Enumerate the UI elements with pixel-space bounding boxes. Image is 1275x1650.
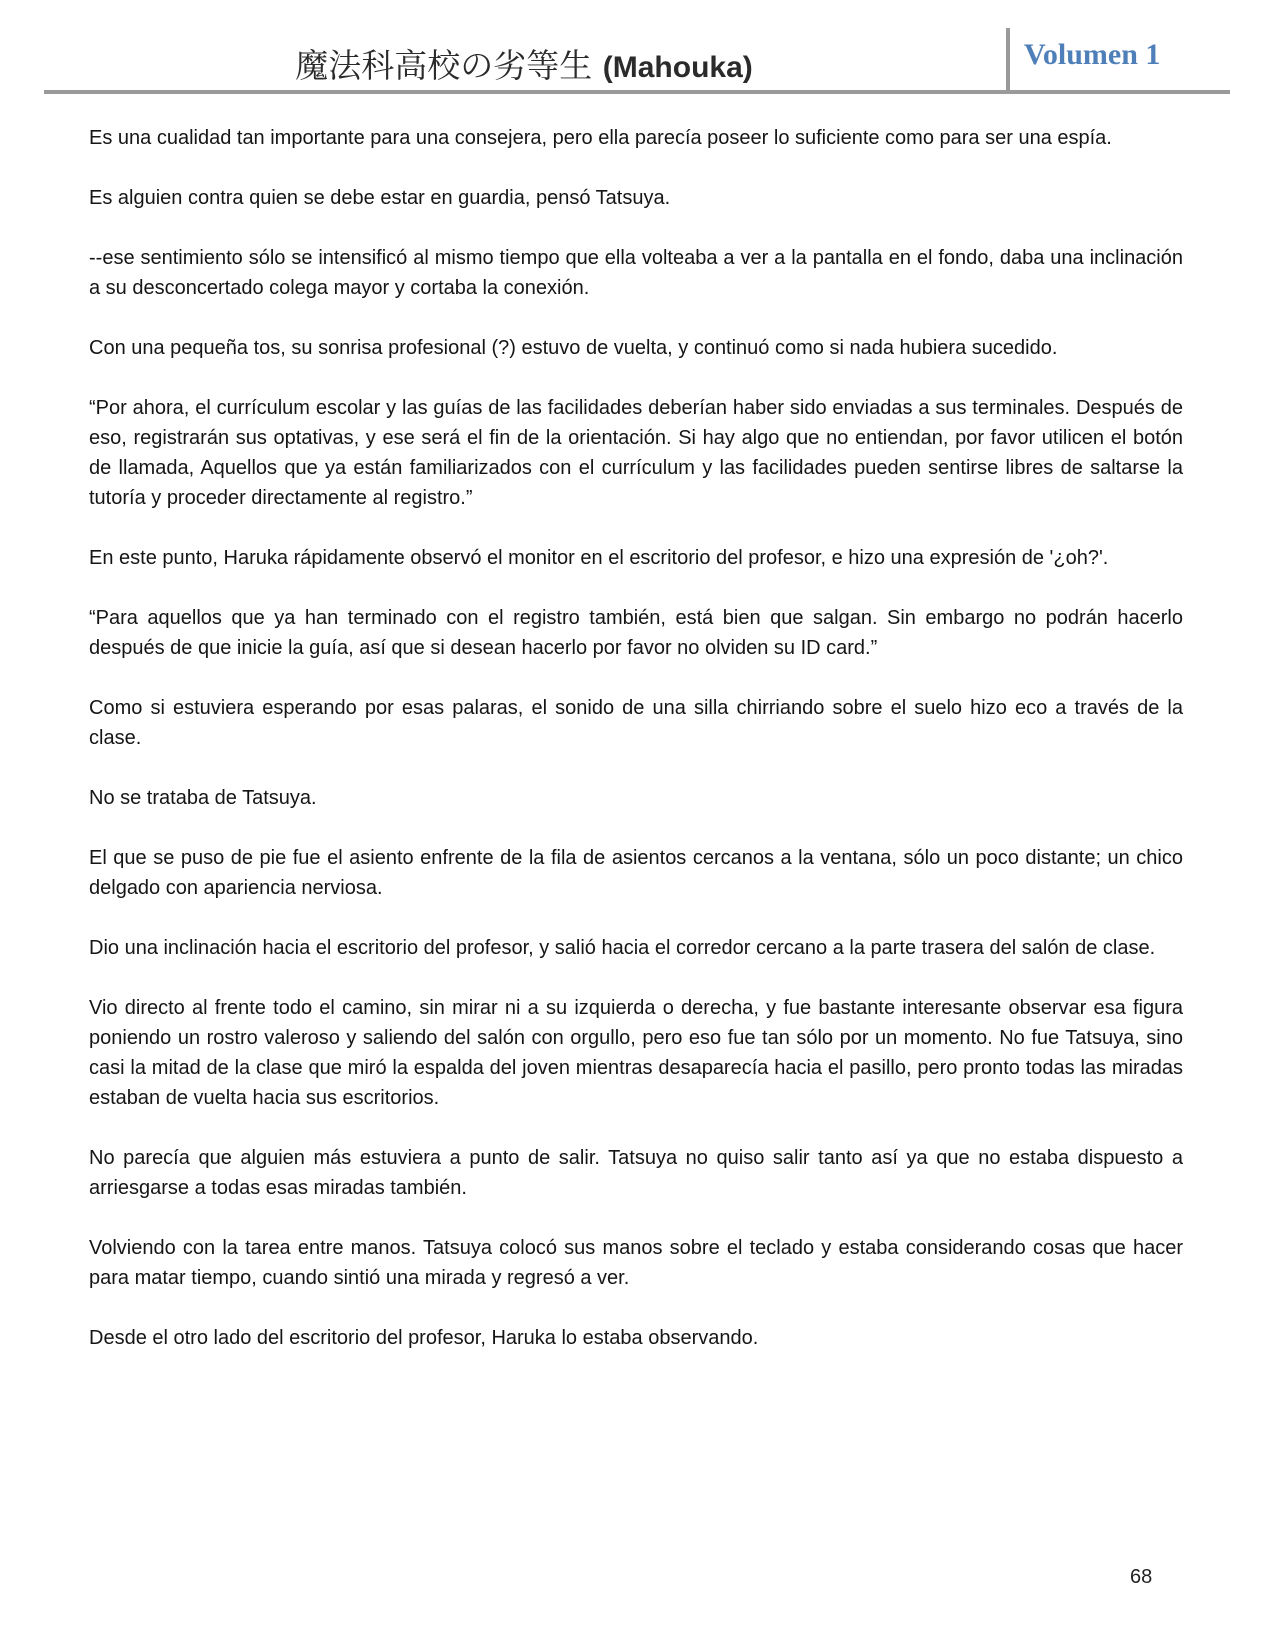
paragraph: Vio directo al frente todo el camino, sin mirar ni a su izquierda o derecha, y fue bastante interesante observar esa figura poniendo un rostro valeroso y saliendo del salón con orgullo, pero eso fue tan sólo por un momento. No fue Tatsuya, sino casi la mitad de la clase que miró la espalda del joven mientras desaparecía hacia el pasillo, pero pronto todas las miradas estaban de vuelta hacia sus escritorios. — [89, 997, 1183, 1109]
paragraph: El que se puso de pie fue el asiento enfrente de la fila de asientos cercanos a la ventana, sólo un poco distante; un chico delgado con apariencia nerviosa. — [89, 847, 1183, 899]
paragraph: Con una pequeña tos, su sonrisa profesional (?) estuvo de vuelta, y continuó como si nada hubiera sucedido. — [89, 337, 1058, 359]
paragraph: Como si estuviera esperando por esas palaras, el sonido de una silla chirriando sobre el suelo hizo eco a través de la clase. — [89, 697, 1183, 749]
paragraph: “Por ahora, el currículum escolar y las guías de las facilidades deberían haber sido enviadas a sus terminales. Después de eso, registrarán sus optativas, y ese será el fin de la orientación. Si hay algo que no entiendan, por favor utilicen el botón de llamada, Aquellos que ya están familiarizados con el currículum y las facilidades pueden sentirse libres de saltarse la tutoría y proceder directamente al registro.” — [89, 397, 1183, 509]
paragraph: Es alguien contra quien se debe estar en guardia, pensó Tatsuya. — [89, 187, 671, 209]
paragraph: No se trataba de Tatsuya. — [89, 787, 317, 809]
paragraph: Es una cualidad tan importante para una consejera, pero ella parecía poseer lo suficiente como para ser una espía. — [89, 127, 1112, 149]
header-separator — [1006, 28, 1010, 90]
book-title — [44, 40, 1004, 87]
page-header — [44, 28, 1230, 94]
paragraph: --ese sentimiento sólo se intensificó al mismo tiempo que ella volteaba a ver a la pantalla en el fondo, daba una inclinación a su desconcertado colega mayor y cortaba la conexión. — [89, 247, 1183, 299]
paragraph: En este punto, Haruka rápidamente observó el monitor en el escritorio del profesor, e hizo una expresión de '¿oh?'. — [89, 547, 1109, 569]
paragraph: No parecía que alguien más estuviera a punto de salir. Tatsuya no quiso salir tanto así ya que no estaba dispuesto a arriesgarse a todas esas miradas también. — [89, 1147, 1183, 1199]
book-title-romanized: (Mahouka) — [602, 51, 753, 84]
paragraph: Volviendo con la tarea entre manos. Tatsuya colocó sus manos sobre el teclado y estaba considerando cosas que hacer para matar tiempo, cuando sintió una mirada y regresó a ver. — [89, 1237, 1183, 1289]
page-number: 68 — [1130, 1566, 1153, 1588]
paragraph: Dio una inclinación hacia el escritorio del profesor, y salió hacia el corredor cercano a la parte trasera del salón de clase. — [89, 937, 1156, 959]
paragraph: “Para aquellos que ya han terminado con el registro también, está bien que salgan. Sin embargo no podrán hacerlo después de que inicie la guía, así que si desean hacerlo por favor no olviden su ID card.” — [89, 607, 1183, 659]
header-rule — [44, 90, 1230, 94]
paragraph: Desde el otro lado del escritorio del profesor, Haruka lo estaba observando. — [89, 1327, 759, 1349]
volume-label: Volumen 1 — [1024, 38, 1161, 71]
page-body — [89, 123, 1183, 1383]
book-title-japanese: 魔法科高校の劣等生 — [295, 46, 593, 85]
